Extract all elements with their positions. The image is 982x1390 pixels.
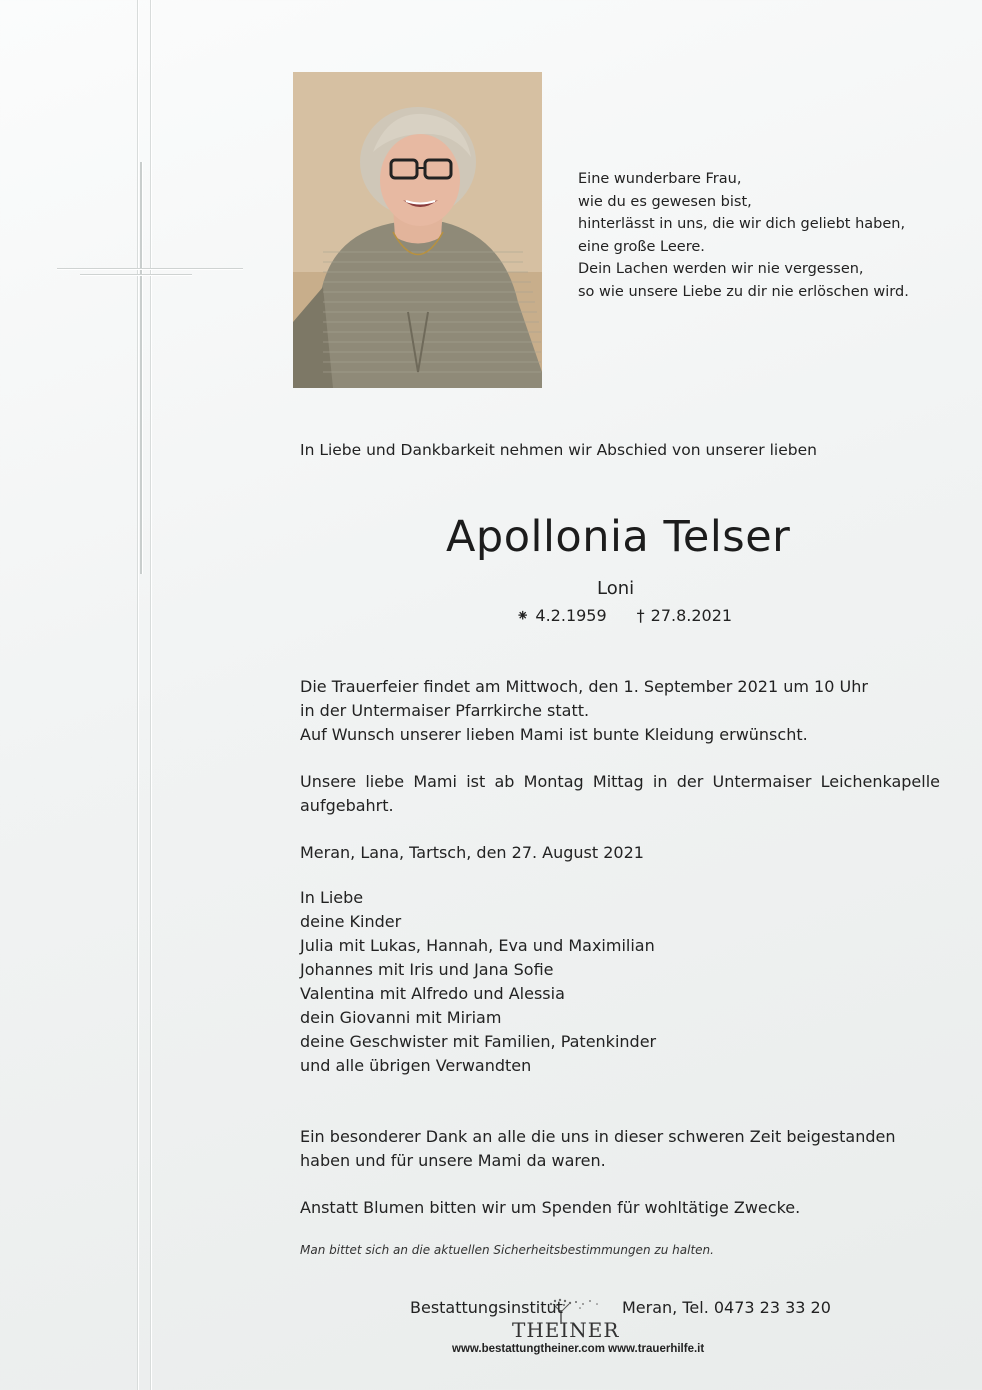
funeral-line: Die Trauerfeier findet am Mittwoch, den 1. September 2021 um 10 Uhr: [300, 677, 868, 696]
viewing-info: [300, 770, 940, 818]
mourner-line: Valentina mit Alfredo und Alessia: [300, 984, 565, 1003]
poem-line: Eine wunderbare Frau,: [578, 171, 742, 187]
place-date: [300, 841, 644, 865]
funeral-line: in der Untermaiser Pfarrkirche statt.: [300, 701, 590, 720]
intro-text: In Liebe und Dankbarkeit nehmen wir Abschied von unserer lieben: [300, 441, 817, 459]
thanks-line: haben und für unsere Mami da waren.: [300, 1151, 606, 1170]
decorative-line-left: [137, 0, 138, 1390]
safety-note: Man bittet sich an die aktuellen Sicherheitsbestimmungen zu halten.: [300, 1243, 714, 1257]
birth-star-icon: ⁕: [516, 606, 530, 625]
footer-prefix: Bestattungsinstitut: [410, 1298, 563, 1317]
thanks-text: [300, 1125, 896, 1173]
mourner-line: Julia mit Lukas, Hannah, Eva und Maximilian: [300, 936, 655, 955]
mourner-line: und alle übrigen Verwandten: [300, 1056, 532, 1075]
thanks-line: Ein besonderer Dank an alle die uns in dieser schweren Zeit beigestanden: [300, 1127, 896, 1146]
footer-contact: Meran, Tel. 0473 23 33 20: [622, 1298, 831, 1317]
mourner-line: In Liebe: [300, 888, 364, 907]
mourner-line: deine Geschwister mit Familien, Patenkinder: [300, 1032, 657, 1051]
poem-line: Dein Lachen werden wir nie vergessen,: [578, 261, 864, 277]
poem-line: so wie unsere Liebe zu dir nie erlöschen wird.: [578, 283, 909, 300]
viewing-text: Unsere liebe Mami ist ab Montag Mittag in der Untermaiser Leichenkapelle aufgebahrt.: [300, 772, 940, 815]
cross-icon: [140, 162, 142, 574]
poem: [578, 168, 909, 303]
donation-line: Anstatt Blumen bitten wir um Spenden für wohltätige Zwecke.: [300, 1198, 801, 1217]
decorative-line-right: [150, 0, 151, 1390]
poem-line: wie du es gewesen bist,: [578, 193, 752, 210]
portrait-photo: [293, 72, 542, 388]
deceased-name: Apollonia Telser: [446, 512, 791, 562]
funeral-line: Auf Wunsch unserer lieben Mami ist bunte Kleidung erwünscht.: [300, 725, 808, 744]
mourner-line: dein Giovanni mit Miriam: [300, 1008, 502, 1027]
donation-text: [300, 1196, 800, 1220]
cross-bar-upper: [57, 268, 243, 269]
birth-date: 4.2.1959: [535, 606, 607, 625]
death-cross-icon: †: [636, 606, 645, 625]
poem-line: eine große Leere.: [578, 238, 705, 255]
footer-urls: www.bestattungtheiner.com www.trauerhilfe.it: [452, 1343, 705, 1355]
footer-brand: THEINER: [512, 1318, 620, 1342]
cross-bar-lower: [80, 274, 192, 275]
poem-line: hinterlässt in uns, die wir dich geliebt haben,: [578, 216, 906, 232]
mourner-line: deine Kinder: [300, 912, 402, 931]
funeral-info: [300, 675, 868, 747]
death-date: 27.8.2021: [650, 606, 733, 625]
place-date-text: Meran, Lana, Tartsch, den 27. August 2021: [300, 843, 644, 862]
mourners-list: [300, 886, 656, 1078]
mourner-line: Johannes mit Iris und Jana Sofie: [300, 960, 554, 979]
deceased-nickname: Loni: [597, 578, 635, 599]
life-dates: [516, 606, 738, 625]
